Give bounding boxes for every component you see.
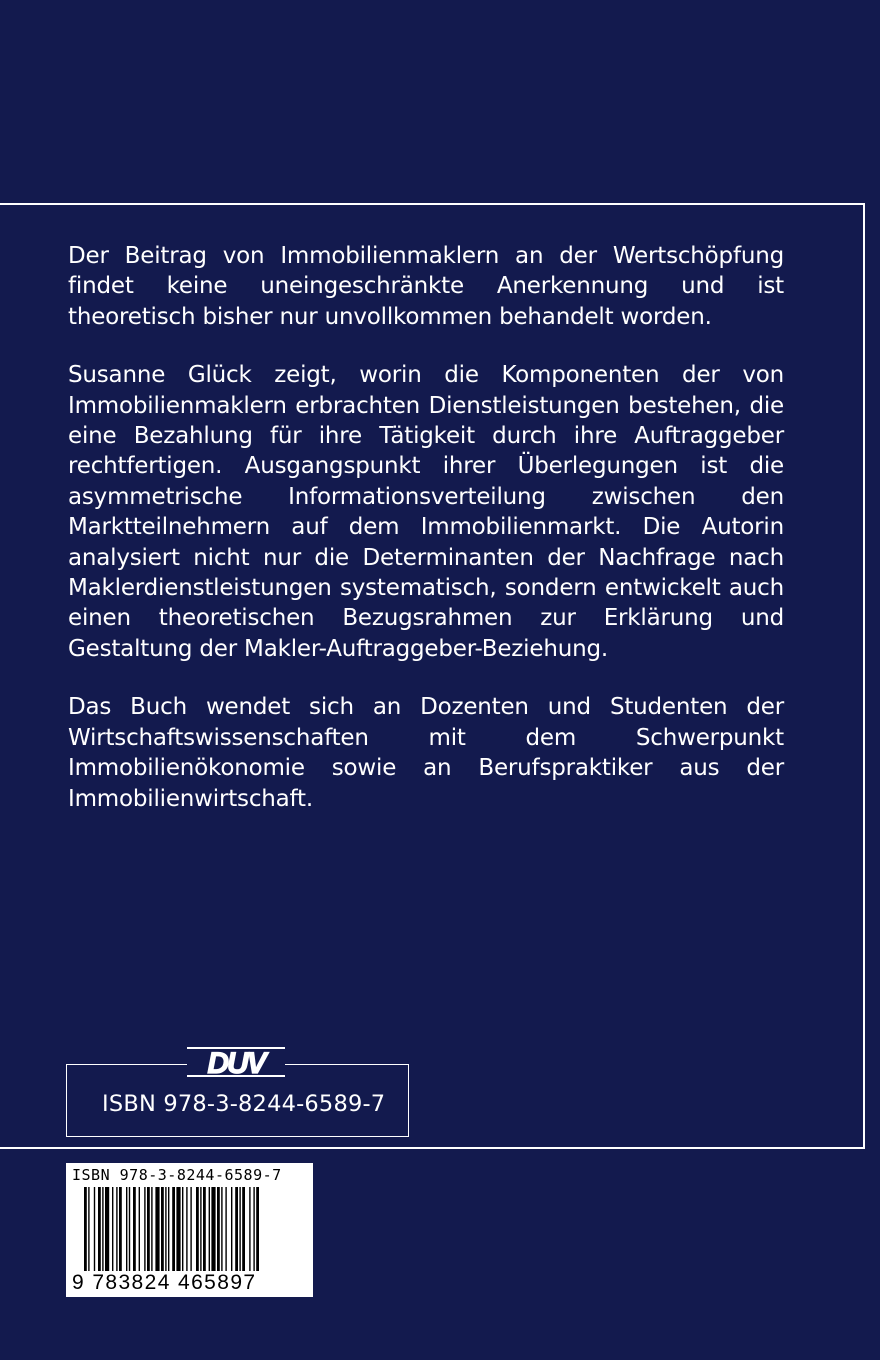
barcode-bar: [239, 1187, 240, 1271]
barcode-bar: [84, 1187, 87, 1271]
barcode-bar: [147, 1187, 150, 1271]
barcode-bar: [168, 1187, 169, 1271]
barcode-bar: [242, 1187, 245, 1271]
barcode-bar: [221, 1187, 222, 1271]
barcode-bar: [112, 1187, 113, 1271]
barcode-bar: [217, 1187, 220, 1271]
logo-text: DUV: [207, 1047, 265, 1080]
barcode-bar: [155, 1187, 159, 1271]
barcode-bar: [235, 1187, 238, 1271]
barcode-bar: [98, 1187, 101, 1271]
barcode-bar: [190, 1187, 191, 1271]
barcode-bar: [116, 1187, 117, 1271]
blurb-paragraph-2: Susanne Glück zeigt, worin die Komponenten der von Immobilienmaklern erbrachten Dienstleistungen bestehen, die eine Bezahlung für ihre Tätigkeit durch ihre Auftraggeber rechtfertigen. Ausgangspunkt ihrer Überlegungen ist die asymmetrische Informationsverteilung zwischen den Marktteilnehmern auf dem Immobilienmarkt. Die Autorin analysiert nicht nur die Determinanten der Nachfrage nach Maklerdienstleistungen systematisch, sondern entwickelt auch einen theoretischen Bezugsrahmen zur Erklärung und Gestaltung der Makler-Auftraggeber-Beziehung.: [68, 362, 784, 662]
barcode-bar: [161, 1187, 164, 1271]
barcode: [66, 1163, 313, 1297]
barcode-isbn: ISBN 978-3-8244-6589-7: [72, 1166, 282, 1184]
barcode-bar: [209, 1187, 210, 1271]
barcode-bar: [144, 1187, 145, 1271]
barcode-bar: [94, 1187, 95, 1271]
barcode-bar: [211, 1187, 215, 1271]
barcode-bar: [182, 1187, 183, 1271]
barcode-bar: [231, 1187, 232, 1271]
barcode-bar: [200, 1187, 201, 1271]
barcode-bars: [72, 1187, 307, 1271]
barcode-bar: [139, 1187, 140, 1271]
barcode-bar: [126, 1187, 127, 1271]
barcode-bar: [203, 1187, 206, 1271]
barcode-bar: [105, 1187, 109, 1271]
isbn-label: ISBN 978-3-8244-6589-7: [102, 1091, 386, 1117]
blurb-paragraph-3: Das Buch wendet sich an Dozenten und Studenten der Wirtschaftswissenschaften mit dem Schwerpunkt Immobilienökonomie sowie an Berufspraktiker aus der Immobilienwirtschaft.: [68, 694, 784, 812]
publisher-logo: [187, 1044, 285, 1080]
barcode-bar: [196, 1187, 199, 1271]
blurb-paragraph-1: Der Beitrag von Immobilienmaklern an der Wertschöpfung findet keine uneingeschränkte Anerkennung und ist theoretisch bisher nur unvollkommen behandelt worden.: [68, 243, 784, 330]
barcode-bar: [225, 1187, 226, 1271]
barcode-bar: [151, 1187, 152, 1271]
barcode-bar: [176, 1187, 180, 1271]
barcode-bar: [186, 1187, 187, 1271]
barcode-bar: [172, 1187, 175, 1271]
barcode-bar: [249, 1187, 250, 1271]
barcode-bar: [102, 1187, 103, 1271]
barcode-digits: 9 783824 465897: [72, 1271, 257, 1294]
barcode-bar: [133, 1187, 136, 1271]
barcode-bar: [119, 1187, 122, 1271]
barcode-bar: [129, 1187, 130, 1271]
barcode-bar: [256, 1187, 259, 1271]
blurb: [68, 241, 784, 842]
barcode-bar: [253, 1187, 254, 1271]
barcode-bar: [165, 1187, 166, 1271]
barcode-bar: [88, 1187, 89, 1271]
